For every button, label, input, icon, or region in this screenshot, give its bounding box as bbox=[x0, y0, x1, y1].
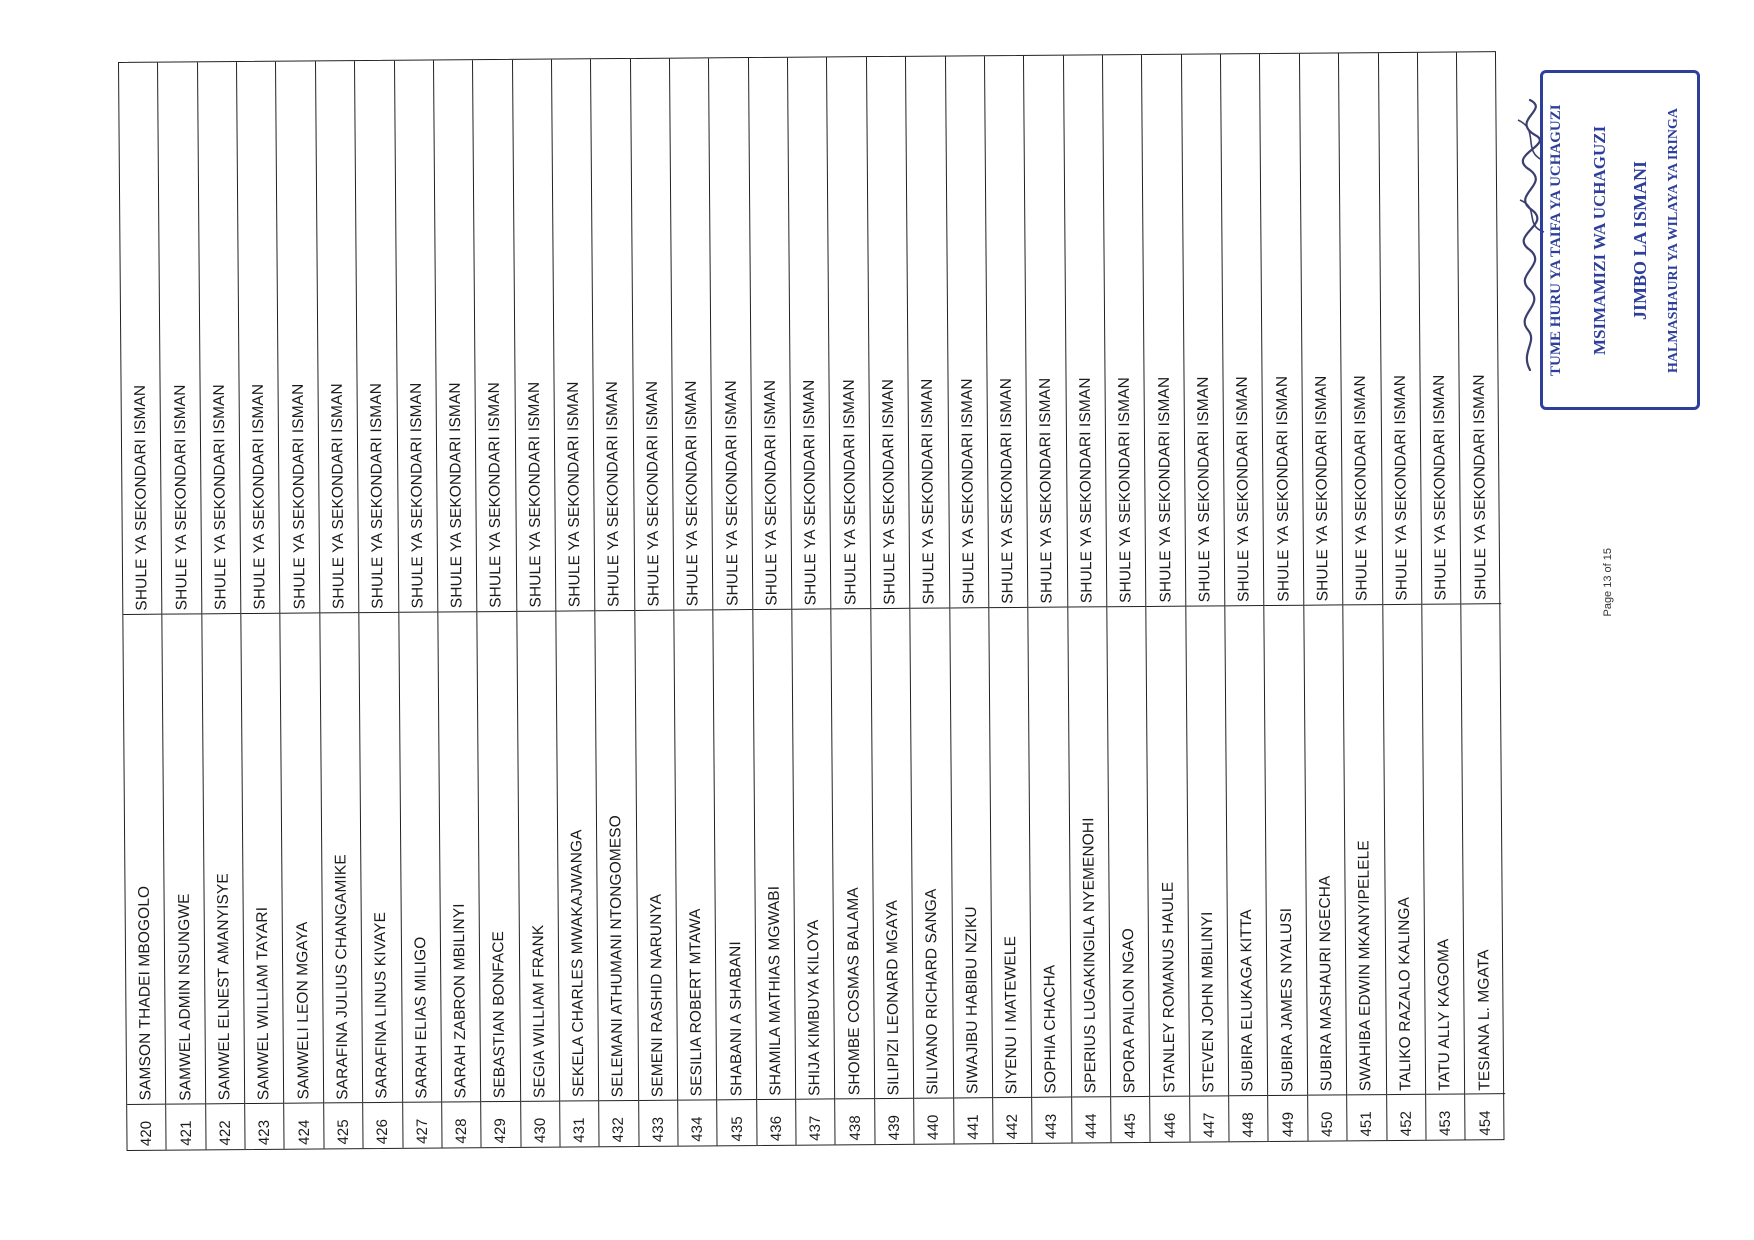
row-number: 422 bbox=[216, 1119, 234, 1146]
name-cell bbox=[281, 612, 323, 1102]
school-cell bbox=[237, 62, 280, 613]
number-cell bbox=[599, 1100, 638, 1146]
school-cell bbox=[1103, 55, 1146, 606]
person-name: SWAHIBA EDWIN MKANYIPELELE bbox=[1355, 840, 1375, 1092]
person-name: SHOMBE COSMAS BALAMA bbox=[844, 887, 864, 1096]
number-cell bbox=[1111, 1096, 1150, 1142]
school-name: SHULE YA SEKONDARI ISMAN bbox=[171, 384, 191, 611]
school-name: SHULE YA SEKONDARI ISMAN bbox=[328, 383, 348, 610]
school-name: SHULE YA SEKONDARI ISMAN bbox=[1312, 375, 1332, 602]
school-name: SHULE YA SEKONDARI ISMAN bbox=[446, 382, 466, 609]
school-cell bbox=[670, 58, 713, 609]
school-name: SHULE YA SEKONDARI ISMAN bbox=[1273, 376, 1293, 602]
school-name: SHULE YA SEKONDARI ISMAN bbox=[1155, 376, 1175, 603]
name-cell bbox=[320, 612, 362, 1102]
name-cell bbox=[478, 611, 520, 1101]
number-cell bbox=[285, 1102, 324, 1148]
stamp-line-commission: TUME HURU YA TAIFA YA UCHAGUZI bbox=[1548, 104, 1564, 376]
number-cell bbox=[639, 1100, 678, 1146]
school-name: SHULE YA SEKONDARI ISMAN bbox=[958, 378, 978, 605]
stamp-line-constituency: JIMBO LA ISMANI bbox=[1630, 160, 1650, 320]
school-cell bbox=[1064, 55, 1107, 606]
name-cell bbox=[950, 607, 992, 1097]
school-name: SHULE YA SEKONDARI ISMAN bbox=[1391, 375, 1411, 602]
person-name: SOPHIA CHACHA bbox=[1041, 964, 1060, 1094]
name-cell bbox=[596, 610, 638, 1100]
voter-list-table-wrapper bbox=[118, 51, 1505, 1151]
person-name: TESIANA L. MGATA bbox=[1475, 948, 1494, 1091]
row-number: 437 bbox=[807, 1115, 825, 1141]
school-name: SHULE YA SEKONDARI ISMAN bbox=[368, 383, 387, 610]
number-cell bbox=[914, 1097, 953, 1143]
school-cell bbox=[631, 59, 674, 610]
person-name: SUBIRA ELUKAGA KITTA bbox=[1238, 909, 1257, 1093]
number-cell bbox=[1308, 1094, 1347, 1140]
number-cell bbox=[1387, 1094, 1426, 1140]
row-number: 438 bbox=[846, 1114, 864, 1141]
number-cell bbox=[1465, 1093, 1505, 1139]
school-cell bbox=[1024, 56, 1067, 607]
person-name: SUBIRA MASHAURI NGECHA bbox=[1316, 875, 1336, 1092]
person-name: SUBIRA JAMES NYALUSI bbox=[1277, 907, 1296, 1092]
person-name: TATU ALLY KAGOMA bbox=[1435, 938, 1454, 1091]
school-cell bbox=[552, 59, 595, 610]
name-cell bbox=[123, 614, 165, 1104]
row-number: 451 bbox=[1358, 1110, 1376, 1137]
school-name: SHULE YA SEKONDARI ISMAN bbox=[289, 383, 309, 610]
school-name: SHULE YA SEKONDARI ISMAN bbox=[919, 378, 938, 605]
school-name: SHULE YA SEKONDARI ISMAN bbox=[1233, 376, 1253, 603]
number-cell bbox=[167, 1103, 206, 1149]
number-cell bbox=[993, 1097, 1032, 1143]
name-cell bbox=[674, 609, 716, 1099]
row-number: 445 bbox=[1121, 1112, 1140, 1139]
number-cell bbox=[1347, 1094, 1386, 1140]
school-cell bbox=[1221, 54, 1264, 605]
name-cell bbox=[1225, 605, 1267, 1095]
number-cell bbox=[206, 1103, 245, 1149]
person-name: SPORA PAILON NGAO bbox=[1120, 927, 1139, 1094]
name-cell bbox=[1029, 607, 1071, 1097]
stamp-line-officer: MSIMAMIZI WA UCHAGUZI bbox=[1590, 125, 1609, 355]
school-name: SHULE YA SEKONDARI ISMAN bbox=[722, 380, 742, 607]
school-cell bbox=[749, 58, 792, 609]
number-cell bbox=[1229, 1095, 1268, 1141]
school-cell bbox=[985, 56, 1028, 607]
row-number: 433 bbox=[649, 1116, 667, 1142]
row-number: 421 bbox=[177, 1120, 195, 1146]
number-cell bbox=[324, 1102, 363, 1148]
name-cell bbox=[202, 613, 244, 1103]
person-name: SAMWELI LEON MGAYA bbox=[293, 921, 313, 1100]
school-cell bbox=[1339, 53, 1382, 604]
name-cell bbox=[1068, 606, 1110, 1096]
person-name: SELEMANI ATHUMANI NTONGOMESO bbox=[607, 814, 627, 1098]
school-name: SHULE YA SEKONDARI ISMAN bbox=[840, 379, 860, 606]
row-number: 431 bbox=[570, 1117, 589, 1143]
row-number: 448 bbox=[1240, 1111, 1258, 1138]
row-number: 423 bbox=[256, 1119, 274, 1145]
school-cell bbox=[198, 62, 241, 613]
school-name: SHULE YA SEKONDARI ISMAN bbox=[486, 382, 505, 609]
school-name: SHULE YA SEKONDARI ISMAN bbox=[682, 380, 702, 607]
school-name: SHULE YA SEKONDARI ISMAN bbox=[1115, 377, 1135, 604]
number-cell bbox=[1190, 1095, 1229, 1141]
school-name: SHULE YA SEKONDARI ISMAN bbox=[1470, 374, 1490, 601]
school-name: SHULE YA SEKONDARI ISMAN bbox=[250, 384, 269, 610]
row-number: 449 bbox=[1279, 1111, 1297, 1137]
name-cell bbox=[556, 610, 598, 1100]
school-name: SHULE YA SEKONDARI ISMAN bbox=[997, 378, 1017, 605]
person-name: SILIVANO RICHARD SANGA bbox=[923, 888, 942, 1095]
row-number: 428 bbox=[452, 1117, 471, 1144]
school-cell bbox=[119, 63, 162, 614]
name-cell bbox=[517, 611, 559, 1101]
name-cell bbox=[438, 611, 480, 1101]
school-name: SHULE YA SEKONDARI ISMAN bbox=[1194, 376, 1214, 603]
name-cell bbox=[399, 612, 441, 1102]
school-name: SHULE YA SEKONDARI ISMAN bbox=[1430, 374, 1450, 601]
name-cell bbox=[1304, 604, 1346, 1094]
person-name: SAMWEL ELNEST AMANYISYE bbox=[214, 873, 234, 1101]
school-cell bbox=[827, 57, 870, 608]
stamp-line-council: HALMASHAURI YA WILAYA YA IRINGA bbox=[1666, 107, 1681, 373]
person-name: SIWAJIBU HABIBU NZIKU bbox=[962, 906, 982, 1095]
name-cell bbox=[1343, 604, 1385, 1094]
row-number: 429 bbox=[492, 1117, 510, 1144]
person-name: SHIJA KIMBUYA KILOYA bbox=[805, 919, 824, 1096]
number-cell bbox=[757, 1099, 796, 1145]
number-cell bbox=[796, 1098, 835, 1144]
person-name: SILIPIZI LEONARD MGAYA bbox=[883, 899, 903, 1096]
number-cell bbox=[1426, 1093, 1465, 1139]
school-name: SHULE YA SEKONDARI ISMAN bbox=[1352, 375, 1371, 602]
name-cell bbox=[1383, 604, 1425, 1094]
row-number: 440 bbox=[925, 1114, 943, 1140]
row-number: 426 bbox=[374, 1118, 392, 1145]
school-cell bbox=[1142, 55, 1185, 606]
school-cell bbox=[1260, 54, 1303, 605]
school-name: SHULE YA SEKONDARI ISMAN bbox=[879, 379, 899, 606]
number-cell bbox=[442, 1101, 481, 1147]
person-name: STANLEY ROMANUS HAULE bbox=[1159, 881, 1178, 1093]
school-cell bbox=[867, 57, 910, 608]
number-cell bbox=[403, 1101, 442, 1147]
school-cell bbox=[1378, 53, 1421, 604]
school-cell bbox=[1457, 52, 1501, 603]
row-number: 432 bbox=[610, 1116, 628, 1143]
row-number: 447 bbox=[1200, 1112, 1218, 1138]
school-cell bbox=[946, 56, 989, 607]
name-cell bbox=[359, 612, 401, 1102]
name-cell bbox=[871, 608, 913, 1098]
row-number: 427 bbox=[413, 1118, 431, 1144]
number-cell bbox=[1072, 1096, 1111, 1142]
row-number: 443 bbox=[1043, 1113, 1061, 1139]
row-number: 420 bbox=[137, 1120, 156, 1146]
number-cell bbox=[836, 1098, 875, 1144]
number-cell bbox=[954, 1097, 993, 1143]
school-name: SHULE YA SEKONDARI ISMAN bbox=[525, 381, 545, 608]
school-cell bbox=[788, 57, 831, 608]
person-name: TALIKO RAZALO KALINGA bbox=[1395, 896, 1415, 1091]
school-cell bbox=[513, 60, 556, 611]
number-cell bbox=[1150, 1096, 1189, 1142]
number-cell bbox=[245, 1103, 284, 1149]
school-name: SHULE YA SEKONDARI ISMAN bbox=[131, 384, 151, 611]
school-name: SHULE YA SEKONDARI ISMAN bbox=[564, 381, 584, 608]
person-name: SARAFINA LINUS KIVAYE bbox=[372, 912, 391, 1100]
name-cell bbox=[1147, 606, 1189, 1096]
name-cell bbox=[714, 609, 756, 1099]
person-name: SARAFINA JULIUS CHANGAMIKE bbox=[332, 853, 352, 1100]
school-cell bbox=[1300, 53, 1343, 604]
school-cell bbox=[473, 60, 516, 611]
name-cell bbox=[832, 608, 874, 1098]
school-cell bbox=[276, 61, 319, 612]
school-cell bbox=[434, 60, 477, 611]
name-cell bbox=[241, 613, 283, 1103]
name-cell bbox=[1107, 606, 1149, 1096]
school-name: SHULE YA SEKONDARI ISMAN bbox=[407, 382, 427, 609]
page-number: Page 13 of 15 bbox=[1602, 548, 1614, 617]
official-stamp bbox=[1540, 70, 1700, 410]
row-number: 424 bbox=[295, 1119, 313, 1145]
person-name: SHAMILA MATHIAS MGWABI bbox=[765, 886, 785, 1096]
number-cell bbox=[481, 1101, 520, 1147]
row-number: 435 bbox=[728, 1115, 746, 1142]
school-name: SHULE YA SEKONDARI ISMAN bbox=[1076, 377, 1096, 604]
number-cell bbox=[127, 1104, 166, 1150]
school-cell bbox=[709, 58, 752, 609]
person-name: SEMENI RASHID NARUNYA bbox=[647, 893, 667, 1097]
row-number: 453 bbox=[1436, 1110, 1455, 1136]
row-number: 442 bbox=[1003, 1113, 1022, 1140]
person-name: SAMWEL ADMIN NSUNGWE bbox=[175, 893, 194, 1101]
school-cell bbox=[355, 61, 398, 612]
row-number: 441 bbox=[964, 1113, 982, 1140]
person-name: SARAH ELIAS MILIGO bbox=[411, 936, 431, 1099]
person-name: SARAH ZABRON MBILINYI bbox=[450, 903, 470, 1099]
row-number: 452 bbox=[1397, 1110, 1415, 1136]
school-cell bbox=[1182, 54, 1225, 605]
person-name: SEBASTIAN BONFACE bbox=[490, 930, 509, 1099]
row-number: 454 bbox=[1476, 1109, 1494, 1136]
number-cell bbox=[1032, 1097, 1071, 1143]
school-name: SHULE YA SEKONDARI ISMAN bbox=[801, 379, 820, 606]
person-name: SAMSON THADEI MBOGOLO bbox=[135, 886, 155, 1101]
name-cell bbox=[1462, 603, 1505, 1093]
school-name: SHULE YA SEKONDARI ISMAN bbox=[604, 381, 624, 608]
person-name: STEVEN JOHN MBILINYI bbox=[1198, 911, 1218, 1093]
row-number: 436 bbox=[767, 1115, 785, 1141]
person-name: SEGIA WILLIAM FRANK bbox=[529, 924, 549, 1098]
row-number: 425 bbox=[334, 1118, 352, 1145]
number-cell bbox=[875, 1098, 914, 1144]
person-name: SAMWEL WILLIAM TAYARI bbox=[254, 906, 273, 1100]
school-cell bbox=[591, 59, 634, 610]
voter-list-table bbox=[118, 51, 1505, 1151]
school-cell bbox=[395, 61, 438, 612]
school-cell bbox=[316, 61, 359, 612]
school-name: SHULE YA SEKONDARI ISMAN bbox=[210, 384, 230, 611]
person-name: SPERIUS LUGAKINGILA NYEMENOHI bbox=[1080, 817, 1100, 1094]
number-cell bbox=[718, 1099, 757, 1145]
name-cell bbox=[635, 610, 677, 1100]
name-cell bbox=[1422, 603, 1464, 1093]
school-cell bbox=[1418, 52, 1461, 603]
row-number: 450 bbox=[1318, 1111, 1336, 1137]
school-name: SHULE YA SEKONDARI ISMAN bbox=[1037, 377, 1056, 604]
row-number: 430 bbox=[531, 1117, 549, 1143]
name-cell bbox=[910, 607, 952, 1097]
person-name: SHABANI A SHABANI bbox=[726, 941, 745, 1097]
school-cell bbox=[158, 62, 201, 613]
row-number: 446 bbox=[1161, 1112, 1179, 1138]
person-name: SIYENU I MATEWELE bbox=[1002, 935, 1021, 1095]
name-cell bbox=[1265, 605, 1307, 1095]
school-name: SHULE YA SEKONDARI ISMAN bbox=[643, 380, 663, 607]
number-cell bbox=[363, 1102, 402, 1148]
number-cell bbox=[1269, 1095, 1308, 1141]
name-cell bbox=[1186, 605, 1228, 1095]
row-number: 434 bbox=[689, 1116, 707, 1142]
person-name: SEKELA CHARLES MWAKAJWANGA bbox=[568, 829, 588, 1098]
number-cell bbox=[678, 1099, 717, 1145]
number-cell bbox=[521, 1101, 560, 1147]
row-number: 439 bbox=[885, 1114, 903, 1141]
table-row bbox=[1457, 52, 1505, 1139]
name-cell bbox=[792, 608, 834, 1098]
name-cell bbox=[989, 607, 1031, 1097]
school-name: SHULE YA SEKONDARI ISMAN bbox=[761, 380, 781, 606]
school-cell bbox=[906, 57, 949, 608]
name-cell bbox=[163, 613, 205, 1103]
name-cell bbox=[753, 609, 795, 1099]
number-cell bbox=[560, 1100, 599, 1146]
person-name: SESILIA ROBERT MTAWA bbox=[687, 908, 706, 1097]
row-number: 444 bbox=[1082, 1112, 1100, 1139]
